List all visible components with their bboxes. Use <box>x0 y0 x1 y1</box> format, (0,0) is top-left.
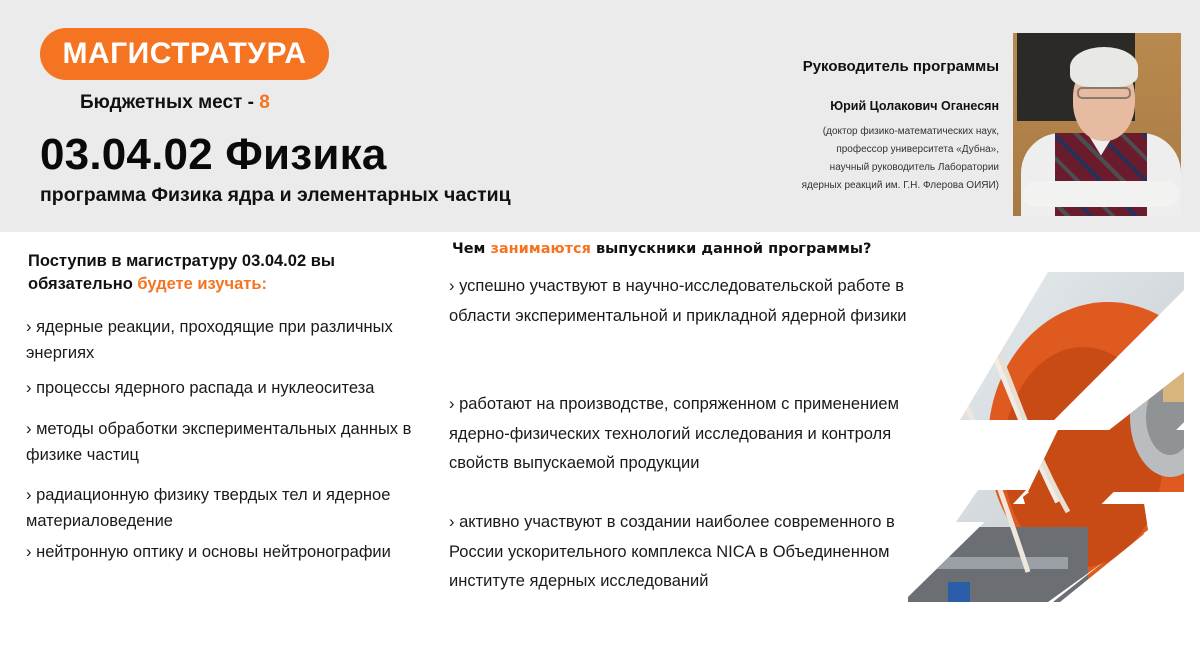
description-line: ядерных реакций им. Г.Н. Флерова ОИЯИ) <box>801 180 999 191</box>
study-list-item: › методы обработки экспериментальных данных в физике частиц <box>26 420 412 464</box>
study-list-item: › нейтронную оптику и основы нейтронографии <box>26 543 391 561</box>
study-section-title <box>28 250 428 296</box>
program-head-portrait <box>1013 33 1181 216</box>
description-line: (доктор физико-математических наук, <box>822 126 999 137</box>
degree-badge <box>40 28 329 80</box>
study-list-item: › процессы ядерного распада и нуклеоситеза <box>26 379 375 397</box>
hair <box>1070 47 1138 87</box>
budget-label: Бюджетных мест - <box>80 92 260 113</box>
program-head-label: Руководитель программы <box>802 58 999 75</box>
graduates-title-text: выпускники данной программы? <box>590 241 872 257</box>
study-list-item: › радиационную физику твердых тел и ядерное материаловедение <box>26 486 391 530</box>
program-code-title: 03.04.02 Физика <box>40 130 387 179</box>
program-head-name: Юрий Цолакович Оганесян <box>830 99 999 113</box>
crossed-arms <box>1023 181 1179 207</box>
program-head-description <box>802 123 999 195</box>
program-subtitle: программа Физика ядра и элементарных частиц <box>40 184 511 206</box>
accelerator-collage-image <box>908 272 1200 602</box>
study-title-text: Поступив в магистратуру 03.04.02 вы обязательно <box>28 252 335 293</box>
graduates-list-item: › работают на производстве, сопряженном с применением ядерно-физических технологий исследования и контроля свойств выпускаемой продукции <box>449 395 899 472</box>
graduates-title-accent: занимаются <box>490 241 591 257</box>
budget-value: 8 <box>259 92 270 113</box>
description-line: научный руководитель Лаборатории <box>829 162 999 173</box>
graduates-title-text: Чем <box>452 241 491 257</box>
budget-places <box>80 92 270 114</box>
graduates-list-item: › успешно участвуют в научно-исследовательской работе в области экспериментальной и прикладной ядерной физики <box>449 277 907 325</box>
graduates-list-item: › активно участвуют в создании наиболее современного в России ускорительного комплекса NICA в Объединенном институте ядерных исследований <box>449 513 895 590</box>
glasses <box>1077 87 1131 99</box>
study-title-accent: будете изучать: <box>137 275 267 293</box>
program-head-info <box>802 58 999 195</box>
graduates-section-title <box>452 241 871 257</box>
study-list-item: › ядерные реакции, проходящие при различных энергиях <box>26 318 393 362</box>
degree-badge-label: МАГИСТРАТУРА <box>62 37 307 70</box>
description-line: профессор университета «Дубна», <box>836 144 999 155</box>
